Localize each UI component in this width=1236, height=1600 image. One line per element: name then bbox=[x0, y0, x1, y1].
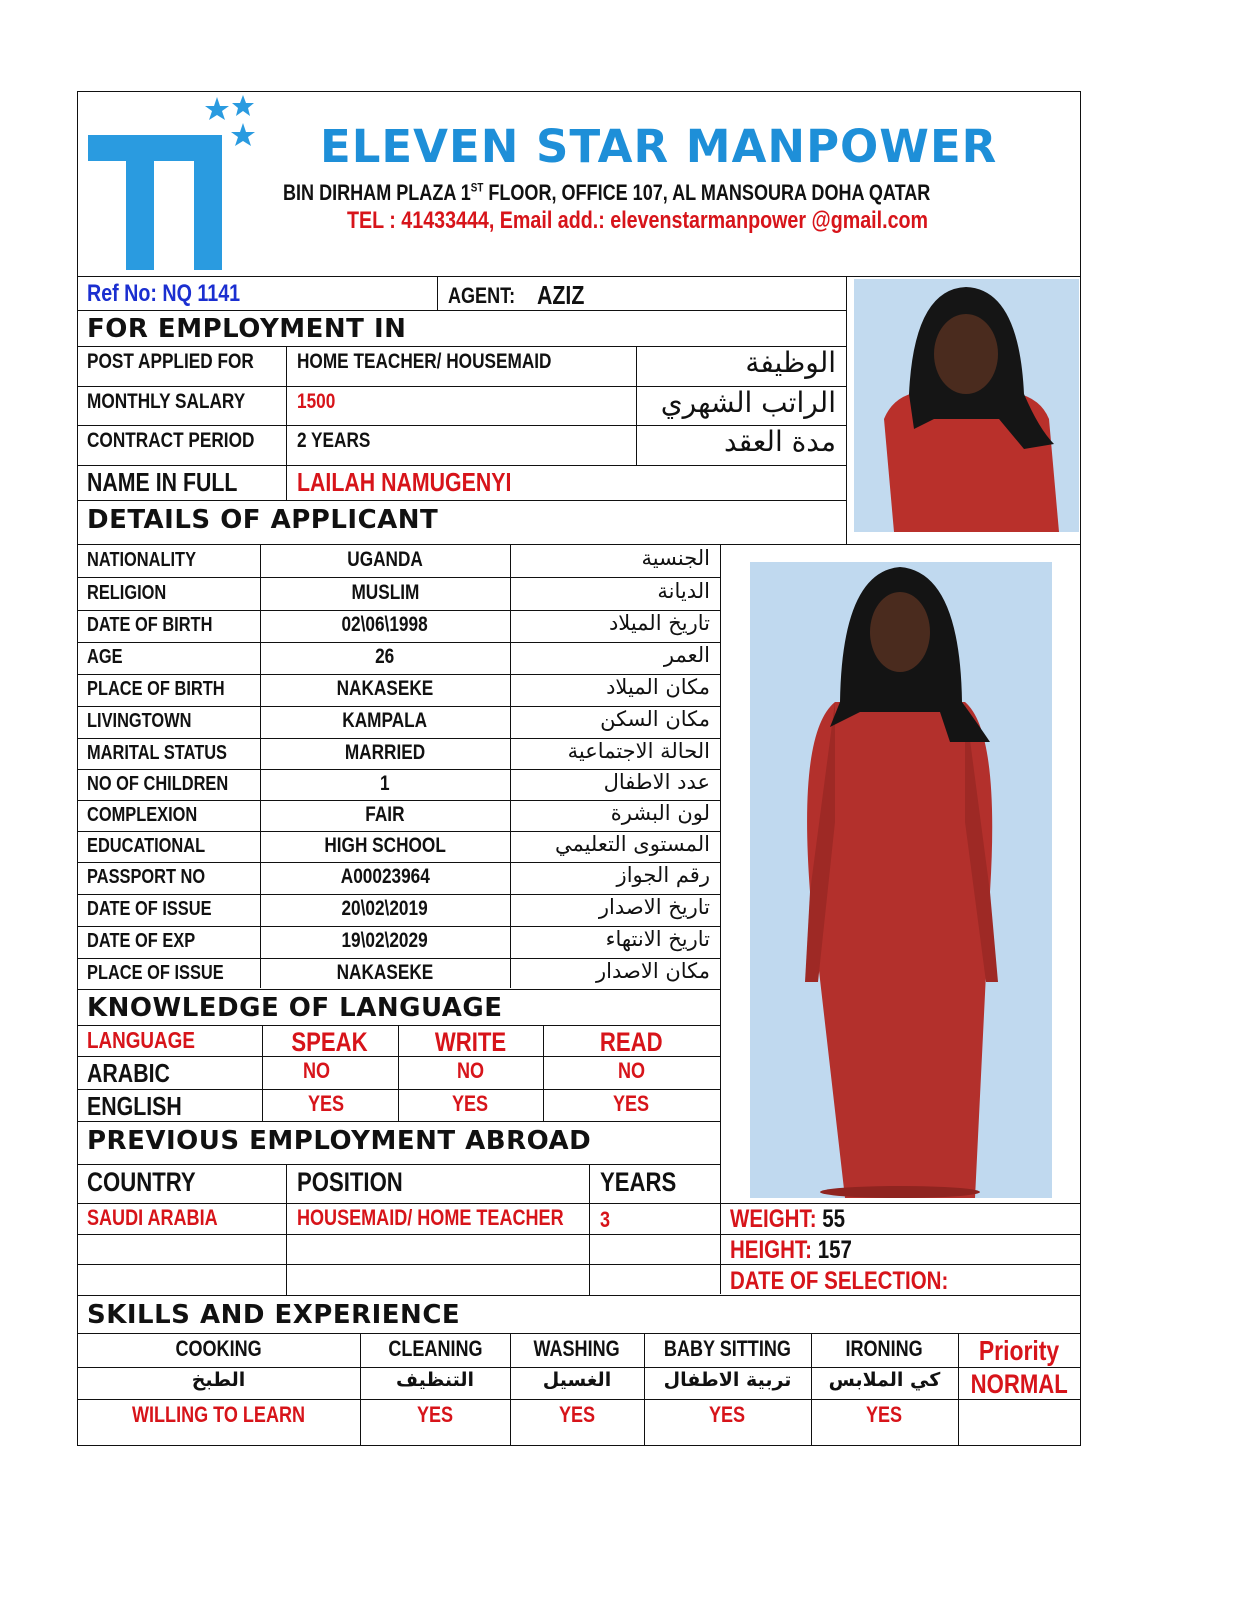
language-row-arabic-name: ARABIC bbox=[87, 1058, 170, 1088]
detail-value: A00023964 bbox=[340, 865, 430, 888]
date-of-selection-label: DATE OF SELECTION: bbox=[730, 1267, 949, 1295]
previous-header-years: YEARS bbox=[600, 1167, 677, 1197]
skill-name: COOKING bbox=[175, 1336, 262, 1361]
section-previous-heading: PREVIOUS EMPLOYMENT ABROAD bbox=[87, 1126, 592, 1156]
skill-name: WASHING bbox=[533, 1336, 621, 1361]
detail-arabic: الجنسية bbox=[641, 545, 710, 570]
detail-arabic: الحالة الاجتماعية bbox=[567, 738, 710, 763]
weight-field: WEIGHT: 55 bbox=[730, 1205, 846, 1233]
skill-arabic: تربية الاطفال bbox=[663, 1369, 792, 1391]
detail-arabic: مكان الاصدار bbox=[596, 958, 710, 983]
detail-arabic: المستوى التعليمي bbox=[554, 831, 710, 856]
employment-arabic-contract: مدة العقد bbox=[724, 425, 836, 458]
skill-arabic: الطبخ bbox=[191, 1369, 246, 1391]
detail-label: NATIONALITY bbox=[87, 548, 197, 571]
detail-label: MARITAL STATUS bbox=[87, 741, 228, 764]
applicant-portrait-photo bbox=[854, 279, 1079, 532]
previous-row-country: SAUDI ARABIA bbox=[87, 1205, 218, 1230]
priority-value: NORMAL bbox=[970, 1369, 1069, 1399]
previous-header-country: COUNTRY bbox=[87, 1167, 196, 1197]
detail-row bbox=[77, 831, 720, 862]
detail-row bbox=[77, 958, 720, 989]
language-row-arabic-read: NO bbox=[617, 1058, 646, 1083]
skill-name: BABY SITTING bbox=[664, 1336, 791, 1361]
detail-value: MUSLIM bbox=[351, 580, 419, 604]
detail-row bbox=[77, 769, 720, 800]
detail-value: NAKASEKE bbox=[336, 960, 434, 984]
agent-value: AZIZ bbox=[537, 280, 585, 310]
detail-value: KAMPALA bbox=[342, 709, 428, 732]
detail-row bbox=[77, 577, 720, 610]
detail-row bbox=[77, 894, 720, 926]
skill-arabic: الغسيل bbox=[542, 1369, 612, 1391]
logo-star-3 bbox=[231, 123, 255, 146]
detail-value: FAIR bbox=[365, 802, 405, 826]
logo-star-2 bbox=[232, 95, 254, 116]
previous-header-position: POSITION bbox=[297, 1167, 403, 1197]
detail-row bbox=[77, 706, 720, 738]
detail-arabic: العمر bbox=[663, 643, 710, 667]
detail-label: AGE bbox=[87, 646, 123, 668]
detail-arabic: مكان الميلاد bbox=[606, 675, 710, 699]
detail-label: DATE OF BIRTH bbox=[87, 614, 213, 636]
ref-number: Ref No: NQ 1141 bbox=[87, 280, 241, 307]
company-name: ELEVEN STAR MANPOWER bbox=[320, 120, 998, 173]
language-header-language: LANGUAGE bbox=[87, 1027, 195, 1053]
name-in-full-value: LAILAH NAMUGENYI bbox=[297, 467, 512, 497]
skill-arabic: كي الملابس bbox=[828, 1369, 941, 1391]
language-row-arabic-speak: NO bbox=[302, 1058, 330, 1083]
skill-arabic: التنظيف bbox=[395, 1369, 475, 1391]
employment-value-salary: 1500 bbox=[297, 390, 336, 413]
employment-label-contract: CONTRACT PERIOD bbox=[87, 429, 255, 452]
employment-label-post: POST APPLIED FOR bbox=[87, 350, 254, 373]
skill-name: IRONING bbox=[845, 1336, 924, 1361]
employment-value-post: HOME TEACHER/ HOUSEMAID bbox=[297, 350, 552, 373]
employment-arabic-salary: الراتب الشهري bbox=[660, 386, 836, 419]
detail-row bbox=[77, 610, 720, 642]
name-in-full-label: NAME IN FULL bbox=[87, 467, 238, 497]
detail-arabic: تاريخ الانتهاء bbox=[605, 927, 710, 951]
priority-label: Priority bbox=[979, 1335, 1060, 1366]
skill-name: CLEANING bbox=[387, 1336, 483, 1361]
section-skills-heading: SKILLS AND EXPERIENCE bbox=[87, 1300, 461, 1330]
language-header-speak: SPEAK bbox=[291, 1027, 369, 1057]
detail-label: NO OF CHILDREN bbox=[87, 772, 229, 795]
detail-arabic: مكان السكن bbox=[600, 707, 710, 731]
skill-value: WILLING TO LEARN bbox=[131, 1402, 306, 1427]
detail-value: 20\02\2019 bbox=[341, 897, 429, 920]
detail-row bbox=[77, 926, 720, 958]
detail-value: UGANDA bbox=[347, 547, 423, 571]
detail-row bbox=[77, 738, 720, 769]
section-employment-heading: FOR EMPLOYMENT IN bbox=[87, 314, 407, 344]
detail-arabic: الديانة bbox=[657, 578, 710, 603]
skill-value: YES bbox=[558, 1402, 596, 1427]
company-logo bbox=[86, 95, 261, 270]
detail-value: 02\06\1998 bbox=[341, 613, 429, 636]
language-row-english-name: ENGLISH bbox=[87, 1091, 182, 1121]
detail-label: LIVINGTOWN bbox=[87, 710, 192, 732]
detail-value: NAKASEKE bbox=[336, 677, 434, 700]
language-header-read: READ bbox=[600, 1027, 663, 1057]
logo-star-1 bbox=[205, 97, 229, 120]
company-address: BIN DIRHAM PLAZA 1ST FLOOR, OFFICE 107, AL MANSOURA DOHA QATAR bbox=[283, 180, 931, 205]
employment-value-contract: 2 YEARS bbox=[297, 429, 371, 452]
detail-label: DATE OF ISSUE bbox=[87, 898, 212, 920]
detail-row bbox=[77, 674, 720, 706]
detail-value: 26 bbox=[375, 645, 395, 668]
detail-arabic: عدد الاطفال bbox=[603, 769, 710, 794]
detail-label: EDUCATIONAL bbox=[87, 834, 206, 857]
detail-row bbox=[77, 642, 720, 674]
detail-label: COMPLEXION bbox=[87, 803, 198, 826]
detail-row bbox=[77, 800, 720, 831]
logo-11-graphic bbox=[86, 95, 261, 270]
agent-label: AGENT: bbox=[448, 283, 516, 308]
section-details-heading: DETAILS OF APPLICANT bbox=[87, 505, 439, 535]
detail-label: PLACE OF ISSUE bbox=[87, 961, 224, 984]
detail-arabic: تاريخ الاصدار bbox=[598, 895, 710, 919]
height-field: HEIGHT: 157 bbox=[730, 1236, 852, 1264]
detail-value: HIGH SCHOOL bbox=[324, 833, 446, 857]
detail-label: PLACE OF BIRTH bbox=[87, 678, 225, 700]
detail-arabic: تاريخ الميلاد bbox=[608, 611, 710, 635]
detail-value: MARRIED bbox=[344, 740, 426, 764]
language-row-english-write: YES bbox=[452, 1091, 489, 1116]
skill-value: YES bbox=[709, 1402, 746, 1427]
language-row-english-read: YES bbox=[613, 1091, 650, 1116]
company-contact: TEL : 41433444, Email add.: elevenstarmanpower @gmail.com bbox=[347, 207, 929, 234]
employment-arabic-post: الوظيفة bbox=[745, 346, 836, 379]
detail-label: RELIGION bbox=[87, 581, 167, 604]
detail-value: 1 bbox=[380, 771, 390, 795]
section-language-heading: KNOWLEDGE OF LANGUAGE bbox=[87, 993, 503, 1023]
detail-arabic: رقم الجواز bbox=[616, 863, 710, 887]
detail-value: 19\02\2029 bbox=[341, 929, 429, 952]
applicant-full-length-photo bbox=[750, 562, 1052, 1198]
previous-row-position: HOUSEMAID/ HOME TEACHER bbox=[297, 1205, 564, 1230]
language-header-write: WRITE bbox=[434, 1027, 507, 1057]
detail-label: DATE OF EXP bbox=[87, 930, 196, 952]
employment-label-salary: MONTHLY SALARY bbox=[87, 390, 246, 413]
skill-value: YES bbox=[866, 1402, 903, 1427]
detail-row bbox=[77, 544, 720, 577]
language-row-english-speak: YES bbox=[307, 1091, 345, 1116]
skill-value: YES bbox=[416, 1402, 454, 1427]
detail-arabic: لون البشرة bbox=[610, 800, 710, 825]
language-row-arabic-write: NO bbox=[456, 1058, 485, 1083]
detail-row bbox=[77, 862, 720, 894]
detail-label: PASSPORT NO bbox=[87, 866, 206, 888]
previous-row-years: 3 bbox=[600, 1207, 611, 1232]
